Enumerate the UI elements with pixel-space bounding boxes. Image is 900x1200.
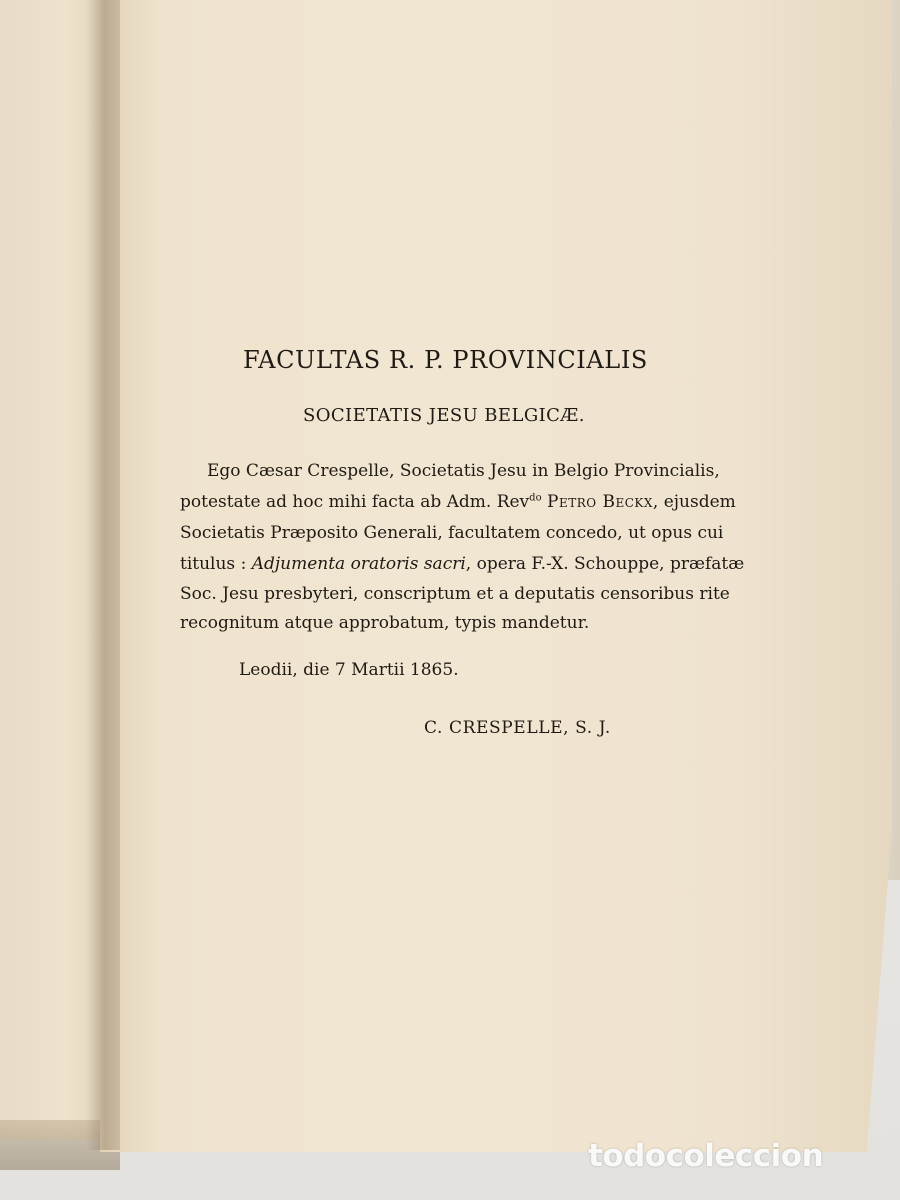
general-name: Petro Beckx (547, 492, 653, 512)
text-line-1: Ego Cæsar Crespelle, Societatis Jesu in Belgio Provincialis, (207, 461, 720, 481)
text-line-2 (180, 492, 736, 512)
text-line-4-start: titulus : (180, 554, 252, 574)
text-line-2-end: , ejusdem (652, 492, 736, 512)
text-line-5: Soc. Jesu presbyteri, conscriptum et a deputatis censoribus rite (180, 584, 730, 604)
text-line-4 (180, 554, 744, 574)
page-title: FACULTAS R. P. PROVINCIALIS (243, 346, 648, 374)
reverendo-superscript: do (529, 492, 542, 504)
signature: C. CRESPELLE, S. J. (424, 718, 611, 738)
text-line-6: recognitum atque approbatum, typis mandetur. (180, 613, 590, 633)
text-line-4-end: , opera F.-X. Schouppe, præfatæ (465, 554, 745, 574)
book-title-italic: Adjumenta oratoris sacri (251, 554, 466, 574)
text-line-2-start: potestate ad hoc mihi facta ab Adm. Rev (180, 492, 530, 512)
watermark-logo: todocoleccion (588, 1138, 824, 1174)
page-subtitle: SOCIETATIS JESU BELGICÆ. (303, 405, 585, 426)
place-and-date: Leodii, die 7 Martii 1865. (239, 660, 459, 680)
text-line-3: Societatis Præposito Generali, facultatem concedo, ut opus cui (180, 523, 724, 543)
